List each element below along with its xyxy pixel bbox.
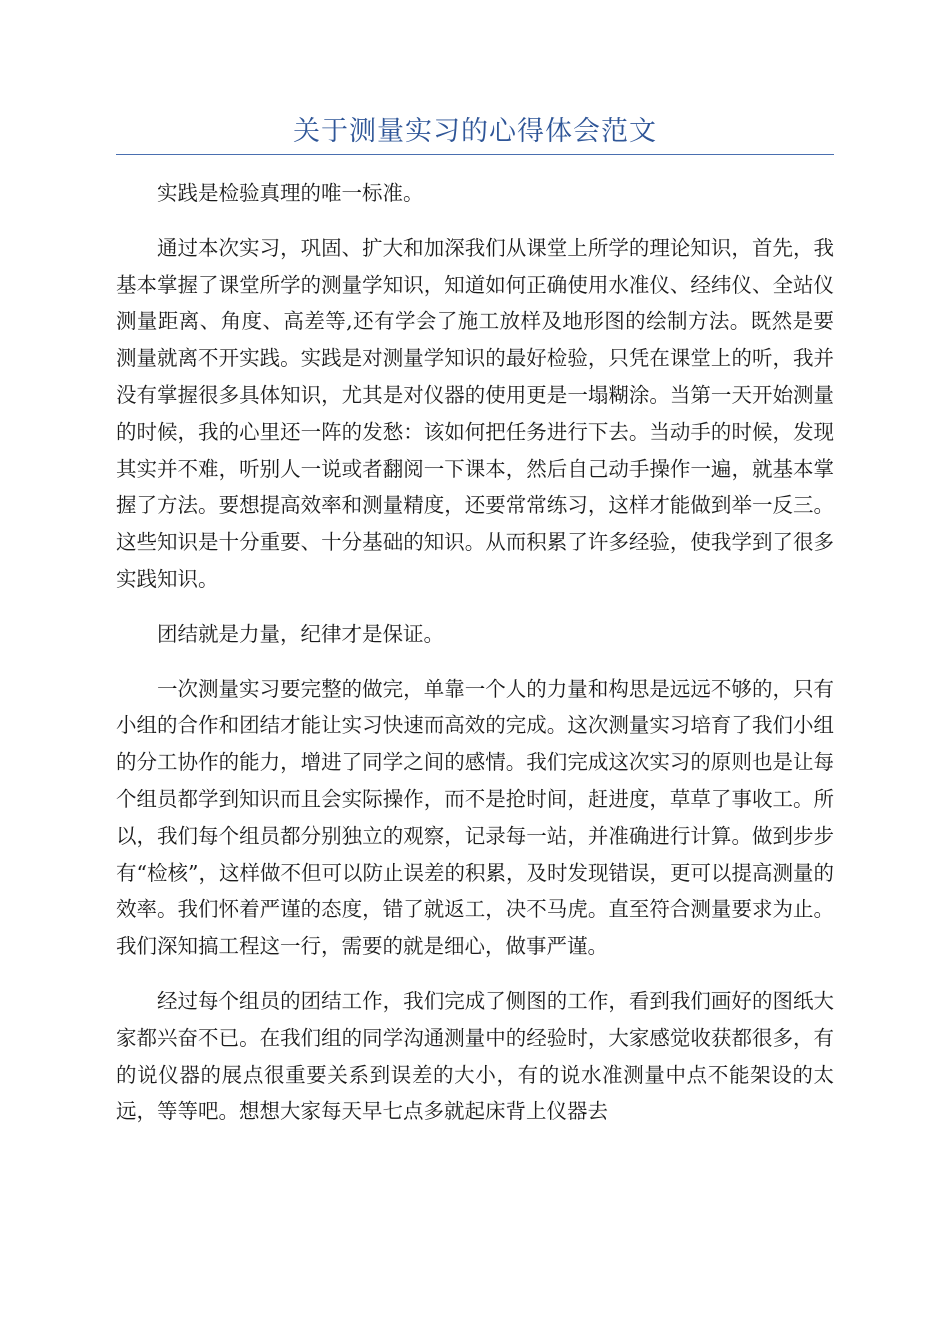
paragraph: 经过每个组员的团结工作，我们完成了侧图的工作，看到我们画好的图纸大家都兴奋不已。在我们组的同学沟通测量中的经验时，大家感觉收获都很多，有的说仪器的展点很重要关系到误差的大小，有的说水准测量中点不能架设的太远，等等吧。想想大家每天早七点多就起床背上仪器去: [116, 988, 834, 1124]
paragraph: 实践是检验真理的唯一标准。: [157, 181, 424, 205]
paragraph: 通过本次实习，巩固、扩大和加深我们从课堂上所学的理论知识，首先，我基本掌握了课堂所学的测量学知识，知道如何正确使用水准仪、经纬仪、全站仪测量距离、角度、高差等,还有学会了施工放样及地形图的绘制方法。既然是要测量就离不开实践。实践是对测量学知识的最好检验，只凭在课堂上的听，我并没有掌握很多具体知识，尤其是对仪器的使用更是一塌糊涂。当第一天开始测量的时候，我的心里还一阵的发愁：该如何把任务进行下去。当动手的时候，发现其实并不难，听别人一说或者翻阅一下课本，然后自己动手操作一遍，就基本掌握了方法。要想提高效率和测量精度，还要常常练习，这样才能做到举一反三。这些知识是十分重要、十分基础的知识。从而积累了许多经验，使我学到了很多实践知识。: [116, 235, 834, 591]
paragraph: 团结就是力量，纪律才是保证。: [157, 621, 444, 646]
document-title: 关于测量实习的心得体会范文: [293, 116, 657, 147]
title-underline: [116, 154, 834, 155]
document-body: [116, 175, 834, 1148]
paragraph: 一次测量实习要完整的做完，单靠一个人的力量和构思是远远不够的，只有小组的合作和团结才能让实习快速而高效的完成。这次测量实习培育了我们小组的分工协作的能力，增进了同学之间的感情。我们完成这次实习的原则也是让每个组员都学到知识而且会实际操作，而不是抢时间，赶进度，草草了事收工。所以，我们每个组员都分别独立的观察，记录每一站，并准确进行计算。做到步步有“检核”，这样做不但可以防止误差的积累，及时发现错误，更可以提高测量的效率。我们怀着严谨的态度，错了就返工，决不马虎。直至符合测量要求为止。我们深知搞工程这一行，需要的就是细心，做事严谨。: [116, 676, 834, 959]
